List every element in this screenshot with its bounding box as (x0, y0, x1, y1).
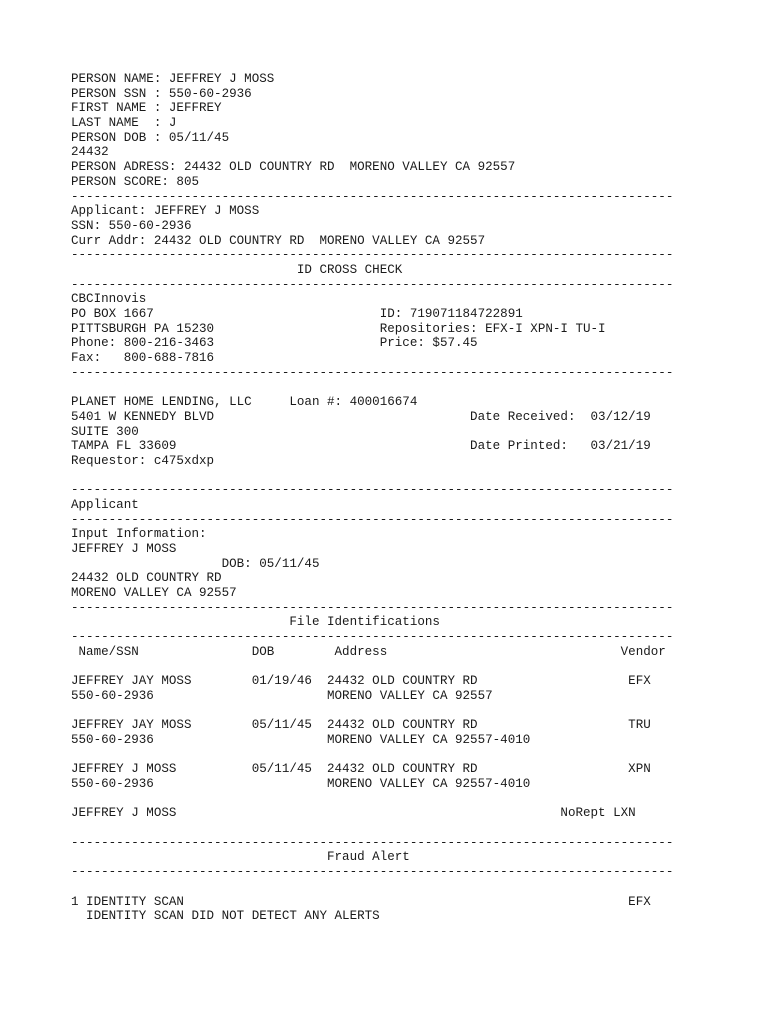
report-line: -------------------------------------------------------------------------------- (71, 630, 674, 645)
report-line: FIRST NAME : JEFFREY (71, 101, 222, 116)
report-line: SUITE 300 (71, 424, 139, 439)
report-line: TAMPA FL 33609 Date Printed: 03/21/19 (71, 439, 651, 454)
report-line: JEFFREY J MOSS 05/11/45 24432 OLD COUNTRY RD XPN (71, 762, 651, 777)
report-line: 550-60-2936 MORENO VALLEY CA 92557-4010 (71, 777, 531, 791)
report-line: Input Information: (71, 527, 207, 542)
report-line: ID CROSS CHECK (71, 262, 403, 277)
report-line (71, 748, 711, 763)
report-line: 24432 OLD COUNTRY RD (71, 571, 222, 586)
report-line: File Identifications (71, 615, 440, 630)
report-line: Fax: 800-688-7816 (71, 351, 215, 366)
report-line: DOB: 05/11/45 (71, 556, 320, 571)
report-line: Phone: 800-216-3463 Price: $57.45 (71, 336, 478, 351)
report-line: PERSON DOB : 05/11/45 (71, 130, 230, 145)
report-line: IDENTITY SCAN DID NOT DETECT ANY ALERTS (71, 909, 380, 924)
report-line: PERSON NAME: JEFFREY J MOSS (71, 72, 275, 86)
report-line: PO BOX 1667 ID: 719071184722891 (71, 307, 523, 321)
report-line: -------------------------------------------------------------------------------- (71, 835, 674, 850)
report-line: -------------------------------------------------------------------------------- (71, 277, 674, 292)
report-line (71, 660, 711, 675)
report-line: SSN: 550-60-2936 (71, 218, 192, 233)
report-line: Fraud Alert (71, 850, 410, 865)
report-line: CBCInnovis (71, 292, 147, 307)
report-line: PERSON ADRESS: 24432 OLD COUNTRY RD MORENO VALLEY CA 92557 (71, 160, 516, 175)
report-line: Curr Addr: 24432 OLD COUNTRY RD MORENO VALLEY CA 92557 (71, 233, 486, 248)
report-line: -------------------------------------------------------------------------------- (71, 483, 674, 498)
report-line: PERSON SCORE: 805 (71, 174, 199, 189)
report-line (71, 821, 711, 836)
report-line: PLANET HOME LENDING, LLC Loan #: 400016674 (71, 395, 418, 410)
report-line: JEFFREY JAY MOSS 01/19/46 24432 OLD COUNTRY RD EFX (71, 674, 651, 689)
report-line (71, 880, 711, 895)
report-line: -------------------------------------------------------------------------------- (71, 189, 674, 204)
report-line: Name/SSN DOB Address Vendor (71, 644, 666, 659)
report-line: Applicant: JEFFREY J MOSS (71, 204, 260, 219)
report-line: -------------------------------------------------------------------------------- (71, 248, 674, 263)
credit-report-document (71, 72, 711, 924)
report-line: JEFFREY J MOSS (71, 542, 177, 556)
report-line (71, 469, 711, 484)
report-line: 5401 W KENNEDY BLVD Date Received: 03/12/19 (71, 409, 651, 424)
report-line: LAST NAME : J (71, 116, 177, 131)
report-line: PERSON SSN : 550-60-2936 (71, 86, 252, 101)
report-line: JEFFREY J MOSS NoRept LXN (71, 806, 636, 821)
report-line: JEFFREY JAY MOSS 05/11/45 24432 OLD COUNTRY RD TRU (71, 718, 651, 733)
report-line: -------------------------------------------------------------------------------- (71, 865, 674, 880)
report-line: 550-60-2936 MORENO VALLEY CA 92557-4010 (71, 732, 531, 747)
report-line: -------------------------------------------------------------------------------- (71, 600, 674, 615)
report-line: MORENO VALLEY CA 92557 (71, 586, 237, 601)
report-line: 1 IDENTITY SCAN EFX (71, 894, 651, 909)
report-line (71, 704, 711, 719)
report-line (71, 380, 711, 395)
report-line: PITTSBURGH PA 15230 Repositories: EFX-I XPN-I TU-I (71, 321, 606, 336)
report-line: 24432 (71, 145, 109, 160)
report-line (71, 792, 711, 807)
report-line: Applicant (71, 497, 139, 512)
report-line: -------------------------------------------------------------------------------- (71, 512, 674, 527)
report-line: -------------------------------------------------------------------------------- (71, 365, 674, 380)
report-line: 550-60-2936 MORENO VALLEY CA 92557 (71, 688, 493, 703)
report-line: Requestor: c475xdxp (71, 453, 215, 468)
